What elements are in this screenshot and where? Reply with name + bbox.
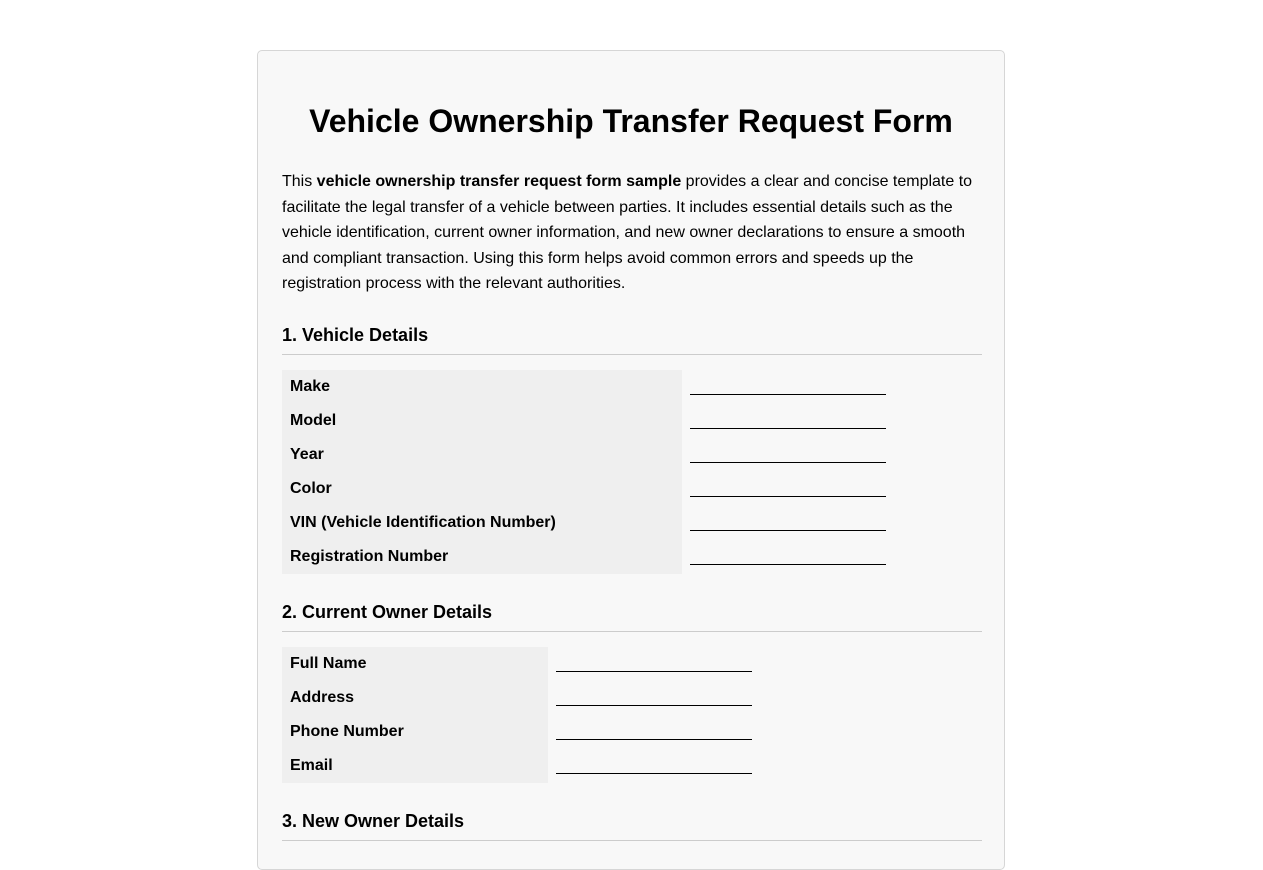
field-blank-address[interactable]: [556, 704, 752, 706]
section-title-current-owner: 2. Current Owner Details: [282, 601, 982, 632]
current-owner-table: [282, 647, 760, 783]
field-blank-year[interactable]: [690, 461, 886, 463]
section-title-vehicle-details: 1. Vehicle Details: [282, 324, 982, 355]
table-row: [282, 540, 894, 574]
section-title-new-owner: 3. New Owner Details: [282, 810, 982, 841]
field-label-model: Model: [282, 404, 682, 438]
table-row: [282, 647, 760, 681]
field-label-address: Address: [282, 681, 548, 715]
intro-bold: vehicle ownership transfer request form sample: [316, 173, 682, 190]
page-title: Vehicle Ownership Transfer Request Form: [309, 103, 953, 139]
table-row: [282, 681, 760, 715]
field-blank-vin[interactable]: [690, 529, 886, 531]
field-label-make: Make: [282, 370, 682, 404]
table-row: [282, 472, 894, 506]
table-row: [282, 404, 894, 438]
field-label-email: Email: [282, 749, 548, 783]
field-label-vin: VIN (Vehicle Identification Number): [282, 506, 682, 540]
field-blank-full-name[interactable]: [556, 670, 752, 672]
field-label-registration-number: Registration Number: [282, 540, 682, 574]
vehicle-details-table: [282, 370, 894, 574]
field-blank-registration-number[interactable]: [690, 563, 886, 565]
field-label-year: Year: [282, 438, 682, 472]
field-blank-color[interactable]: [690, 495, 886, 497]
field-blank-phone-number[interactable]: [556, 738, 752, 740]
intro-prefix: This: [282, 173, 317, 190]
table-row: [282, 370, 894, 404]
intro-suffix: provides a clear and concise template to facilitate the legal transfer of a vehicle between parties. It includes essential details such as the vehicle identification, current owner information, and new owner declarations to ensure a smooth and compliant transaction. Using this form helps avoid common errors and speeds up the registration process with the relevant authorities.: [282, 173, 973, 292]
table-row: [282, 506, 894, 540]
form-card: [257, 50, 1005, 870]
table-row: [282, 749, 760, 783]
field-label-color: Color: [282, 472, 682, 506]
table-row: [282, 438, 894, 472]
table-row: [282, 715, 760, 749]
field-blank-email[interactable]: [556, 772, 752, 774]
intro-paragraph: [282, 169, 982, 297]
field-label-phone-number: Phone Number: [282, 715, 548, 749]
field-blank-make[interactable]: [690, 393, 886, 395]
field-blank-model[interactable]: [690, 427, 886, 429]
field-label-full-name: Full Name: [282, 647, 548, 681]
